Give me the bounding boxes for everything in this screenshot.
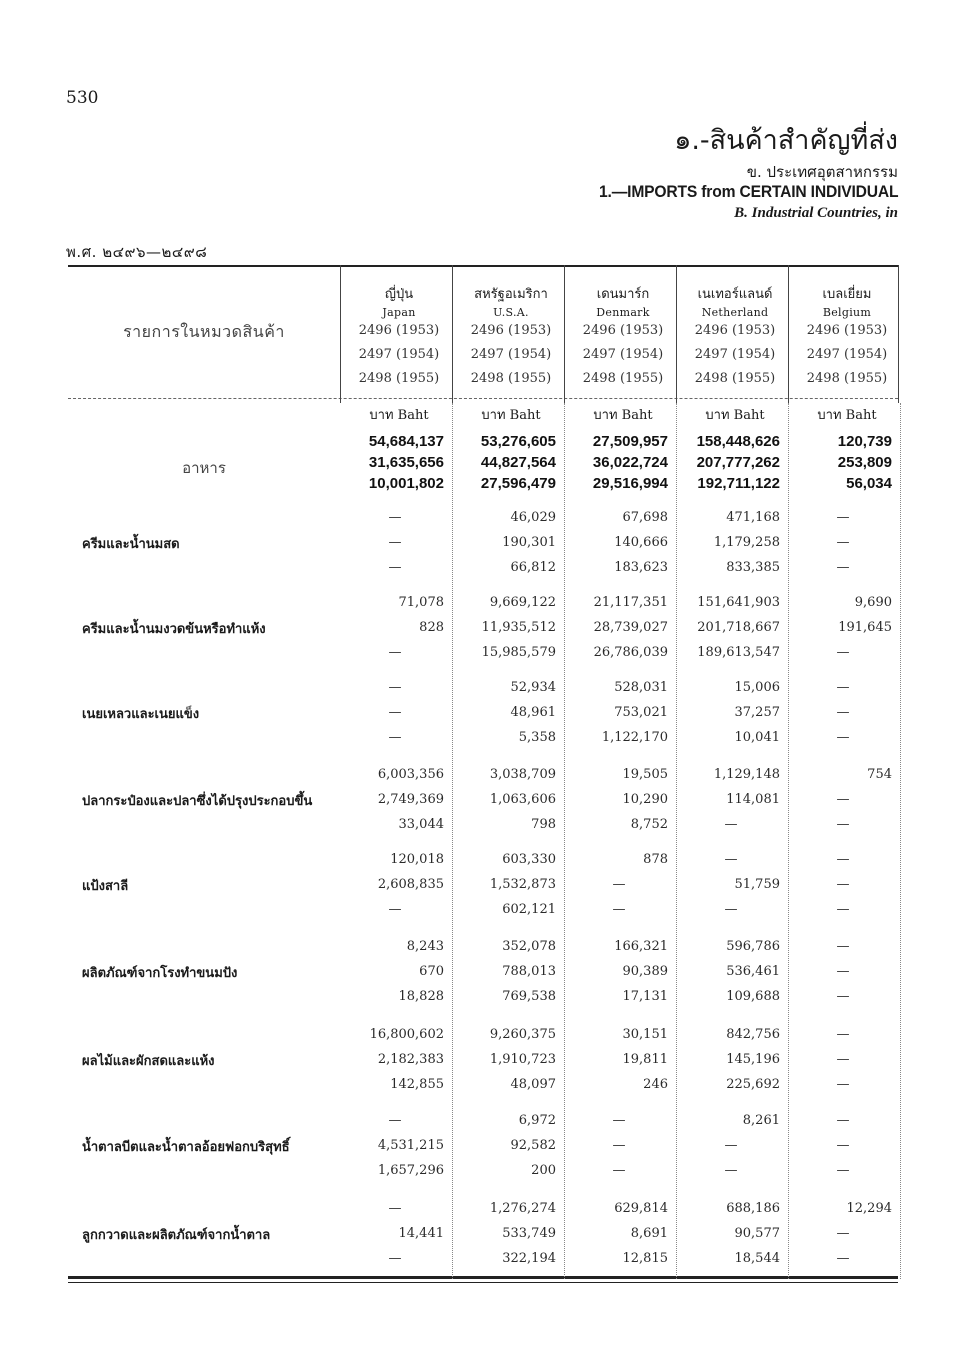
value-cell: 10,041 [734,730,780,745]
value-cell: 151,641,903 [697,595,780,610]
value-cell: — [836,852,850,867]
value-cell: — [836,1113,850,1128]
value-cell: 3,038,709 [489,767,556,782]
value-cell: — [388,645,402,660]
value-cell: 67,698 [622,510,668,525]
table-top-rule [68,265,898,267]
value-cell: 192,711,122 [697,475,780,492]
value-cell: 471,168 [726,510,780,525]
value-cell: 9,260,375 [489,1027,556,1042]
items-column-header: รายการในหมวดสินค้า [123,322,285,341]
value-cell: 1,063,606 [489,792,556,807]
column-header-usa [456,283,566,319]
value-cell: 54,684,137 [368,433,444,450]
value-cell: — [724,902,738,917]
value-cell: 1,122,170 [601,730,668,745]
value-cell: — [836,535,850,550]
value-cell: — [388,680,402,695]
table-bottom-rule [68,1276,898,1279]
value-cell: — [836,817,850,832]
value-cell: 5,358 [518,730,556,745]
value-cell: — [836,560,850,575]
value-cell: 90,577 [734,1226,780,1241]
unit-label: บาท Baht [369,408,429,423]
value-cell: 2,749,369 [377,792,444,807]
value-cell: 788,013 [502,964,556,979]
value-cell: 207,777,262 [696,454,780,471]
value-cell: — [612,1163,626,1178]
value-cell: — [836,1052,850,1067]
value-cell: 18,828 [398,989,444,1004]
value-cell: 6,972 [518,1113,556,1128]
value-cell: 225,692 [726,1077,780,1092]
year-label: 2496 (1953) [358,323,440,338]
value-cell: 528,031 [614,680,668,695]
column-header-thai: เดนมาร์ก [596,287,650,302]
year-label: 2497 (1954) [358,347,440,362]
value-cell: 8,243 [406,939,444,954]
value-cell: 8,752 [630,817,668,832]
value-cell: 769,538 [502,989,556,1004]
value-cell: — [836,730,850,745]
value-cell: 48,097 [510,1077,556,1092]
year-label: 2496 (1953) [582,323,664,338]
value-cell: 602,121 [502,902,556,917]
value-cell: 15,006 [734,680,780,695]
column-header-thai: ญี่ปุ่น [384,287,414,302]
value-cell: — [612,902,626,917]
value-cell: — [612,877,626,892]
value-cell: 31,635,656 [368,454,444,471]
header-divider [68,398,898,399]
value-cell: — [836,792,850,807]
value-cell: 166,321 [614,939,668,954]
value-cell: 1,179,258 [713,535,780,550]
value-cell: 8,261 [742,1113,780,1128]
value-cell: — [836,680,850,695]
value-cell: — [388,1113,402,1128]
value-cell: 200 [531,1163,556,1178]
year-label: 2497 (1954) [470,347,552,362]
value-cell: 15,985,579 [481,645,556,660]
year-label: 2498 (1955) [806,371,888,386]
value-cell: 10,001,802 [368,475,444,492]
value-cell: 6,003,356 [377,767,444,782]
thai-subtitle: ข. ประเทศอุตสาหกรรม [746,163,898,181]
value-cell: — [388,902,402,917]
value-cell: 114,081 [726,792,780,807]
value-cell: 120,739 [837,433,892,450]
value-cell: — [388,1251,402,1266]
imports-table [68,265,898,1279]
value-cell: 46,029 [510,510,556,525]
value-cell: 833,385 [726,560,780,575]
value-cell: 322,194 [502,1251,556,1266]
value-cell: 1,276,274 [489,1201,556,1216]
column-header-thai: เบลเยี่ยม [822,287,872,302]
value-cell: 37,257 [734,705,780,720]
value-cell: 2,182,383 [377,1052,444,1067]
page-number: 530 [66,88,99,108]
category-label: น้ำตาลบีตและน้ำตาลอ้อยฟอกบริสุทธิ์ [82,1140,290,1155]
value-cell: 753,021 [614,705,668,720]
column-header-belgium [792,283,902,319]
value-cell: — [724,1138,738,1153]
column-header-english: Japan [382,306,416,319]
value-cell: 842,756 [726,1027,780,1042]
value-cell: — [388,730,402,745]
value-cell: — [836,1251,850,1266]
column-header-japan [344,283,454,319]
category-label: ลูกกวาดและผลิตภัณฑ์จากน้ำตาล [82,1228,271,1243]
unit-label: บาท Baht [593,408,653,423]
value-cell: 71,078 [398,595,444,610]
value-cell: 48,961 [510,705,556,720]
value-cell: 798 [531,817,556,832]
year-label: 2496 (1953) [806,323,888,338]
value-cell: 27,596,479 [480,475,556,492]
column-separator [340,265,341,403]
value-cell: 603,330 [502,852,556,867]
column-header-denmark [568,283,678,319]
value-cell: 11,935,512 [481,620,556,635]
column-header-english: Belgium [822,306,872,319]
value-cell: 158,448,626 [696,433,780,450]
table-bottom-rule-thin [68,1282,898,1283]
value-cell: 19,811 [622,1052,668,1067]
value-cell: 30,151 [622,1027,668,1042]
year-label: 2498 (1955) [470,371,552,386]
column-header-english: Denmark [596,306,650,319]
value-cell: 19,505 [622,767,668,782]
value-cell: 629,814 [614,1201,668,1216]
value-cell: — [836,877,850,892]
value-cell: 191,645 [838,620,892,635]
value-cell: 51,759 [734,877,780,892]
value-cell: 189,613,547 [697,645,780,660]
value-cell: 140,666 [614,535,668,550]
value-cell: 36,022,724 [592,454,668,471]
value-cell: 1,657,296 [377,1163,444,1178]
value-cell: — [388,510,402,525]
value-cell: 1,129,148 [713,767,780,782]
value-cell: — [388,560,402,575]
year-label: 2498 (1955) [582,371,664,386]
value-cell: 754 [867,767,892,782]
value-cell: — [836,705,850,720]
value-cell: 142,855 [390,1077,444,1092]
value-cell: — [836,645,850,660]
category-label: ครีมและน้ำนมสด [82,537,180,552]
value-cell: — [836,1226,850,1241]
value-cell: — [836,510,850,525]
value-cell: 26,786,039 [593,645,668,660]
value-cell: — [724,1163,738,1178]
value-cell: 253,809 [837,454,892,471]
year-label: 2497 (1954) [806,347,888,362]
column-separator-dotted [452,403,453,1279]
value-cell: 2,608,835 [377,877,444,892]
value-cell: 4,531,215 [377,1138,444,1153]
value-cell: 16,800,602 [369,1027,444,1042]
year-label: 2496 (1953) [694,323,776,338]
category-label: ปลากระป๋องและปลาซึ่งได้ปรุงประกอบขึ้น [82,794,313,809]
value-cell: 120,018 [390,852,444,867]
category-label: แป้งสาลี [82,879,129,894]
category-label: เนยเหลวและเนยแข็ง [82,707,200,722]
value-cell: 1,910,723 [489,1052,556,1067]
value-cell: 56,034 [846,475,892,492]
value-cell: 14,441 [398,1226,444,1241]
value-cell: 533,749 [502,1226,556,1241]
value-cell: 29,516,994 [592,475,668,492]
value-cell: 44,827,564 [480,454,556,471]
unit-label: บาท Baht [481,408,541,423]
value-cell: 52,934 [510,680,556,695]
category-label: ผลิตภัณฑ์จากโรงทำขนมปัง [82,966,238,981]
value-cell: — [836,939,850,954]
value-cell: 33,044 [398,817,444,832]
value-cell: 10,290 [622,792,668,807]
value-cell: — [836,1077,850,1092]
value-cell: 878 [643,852,668,867]
value-cell: — [836,964,850,979]
category-label: ผลไม้และผักสดและแห้ง [82,1054,215,1069]
value-cell: 66,812 [510,560,556,575]
unit-label: บาท Baht [705,408,765,423]
value-cell: 9,690 [854,595,892,610]
value-cell: 92,582 [510,1138,556,1153]
value-cell: 90,389 [622,964,668,979]
unit-label: บาท Baht [817,408,877,423]
category-label: ครีมและน้ำนมงวดข้นหรือทำแห้ง [82,622,266,637]
value-cell: 352,078 [502,939,556,954]
thai-title: ๑.-สินค้าสำคัญที่ส่ง [674,125,898,156]
year-range: พ.ศ. ๒๔๙๖—๒๔๙๘ [66,243,208,261]
year-label: 2497 (1954) [582,347,664,362]
value-cell: 246 [643,1077,668,1092]
column-header-english: U.S.A. [493,306,529,319]
english-title: 1.—IMPORTS from CERTAIN INDIVIDUAL [598,182,898,201]
value-cell: 9,669,122 [489,595,556,610]
year-label: 2498 (1955) [694,371,776,386]
value-cell: — [388,535,402,550]
value-cell: 17,131 [622,989,668,1004]
year-label: 2496 (1953) [470,323,552,338]
value-cell: 201,718,667 [697,620,780,635]
value-cell: — [388,1201,402,1216]
value-cell: 596,786 [726,939,780,954]
value-cell: 18,544 [734,1251,780,1266]
value-cell: 53,276,605 [480,433,556,450]
value-cell: — [724,817,738,832]
value-cell: 670 [419,964,444,979]
value-cell: 21,117,351 [593,595,668,610]
value-cell: 12,294 [846,1201,892,1216]
value-cell: — [836,1163,850,1178]
value-cell: — [388,705,402,720]
value-cell: 190,301 [502,535,556,550]
year-label: 2497 (1954) [694,347,776,362]
column-separator-dotted [900,403,901,1279]
year-label: 2498 (1955) [358,371,440,386]
value-cell: — [836,1138,850,1153]
column-header-netherland [680,283,790,319]
value-cell: — [836,902,850,917]
value-cell: 1,532,873 [489,877,556,892]
value-cell: — [724,852,738,867]
column-header-english: Netherland [701,306,769,319]
value-cell: — [612,1113,626,1128]
value-cell: 28,739,027 [593,620,668,635]
column-header-thai: เนเทอร์แลนด์ [697,287,773,302]
value-cell: 109,688 [726,989,780,1004]
value-cell: 183,623 [614,560,668,575]
value-cell: 12,815 [622,1251,668,1266]
value-cell: 688,186 [726,1201,780,1216]
value-cell: 8,691 [630,1226,668,1241]
column-header-thai: สหรัฐอเมริกา [474,287,548,302]
english-subtitle: B. Industrial Countries, in [734,205,898,221]
value-cell: 145,196 [726,1052,780,1067]
value-cell: — [836,989,850,1004]
value-cell: — [836,1027,850,1042]
value-cell: 27,509,957 [592,433,668,450]
category-total-label: อาหาร [182,459,226,477]
value-cell: 828 [419,620,444,635]
value-cell: — [612,1138,626,1153]
value-cell: 536,461 [726,964,780,979]
